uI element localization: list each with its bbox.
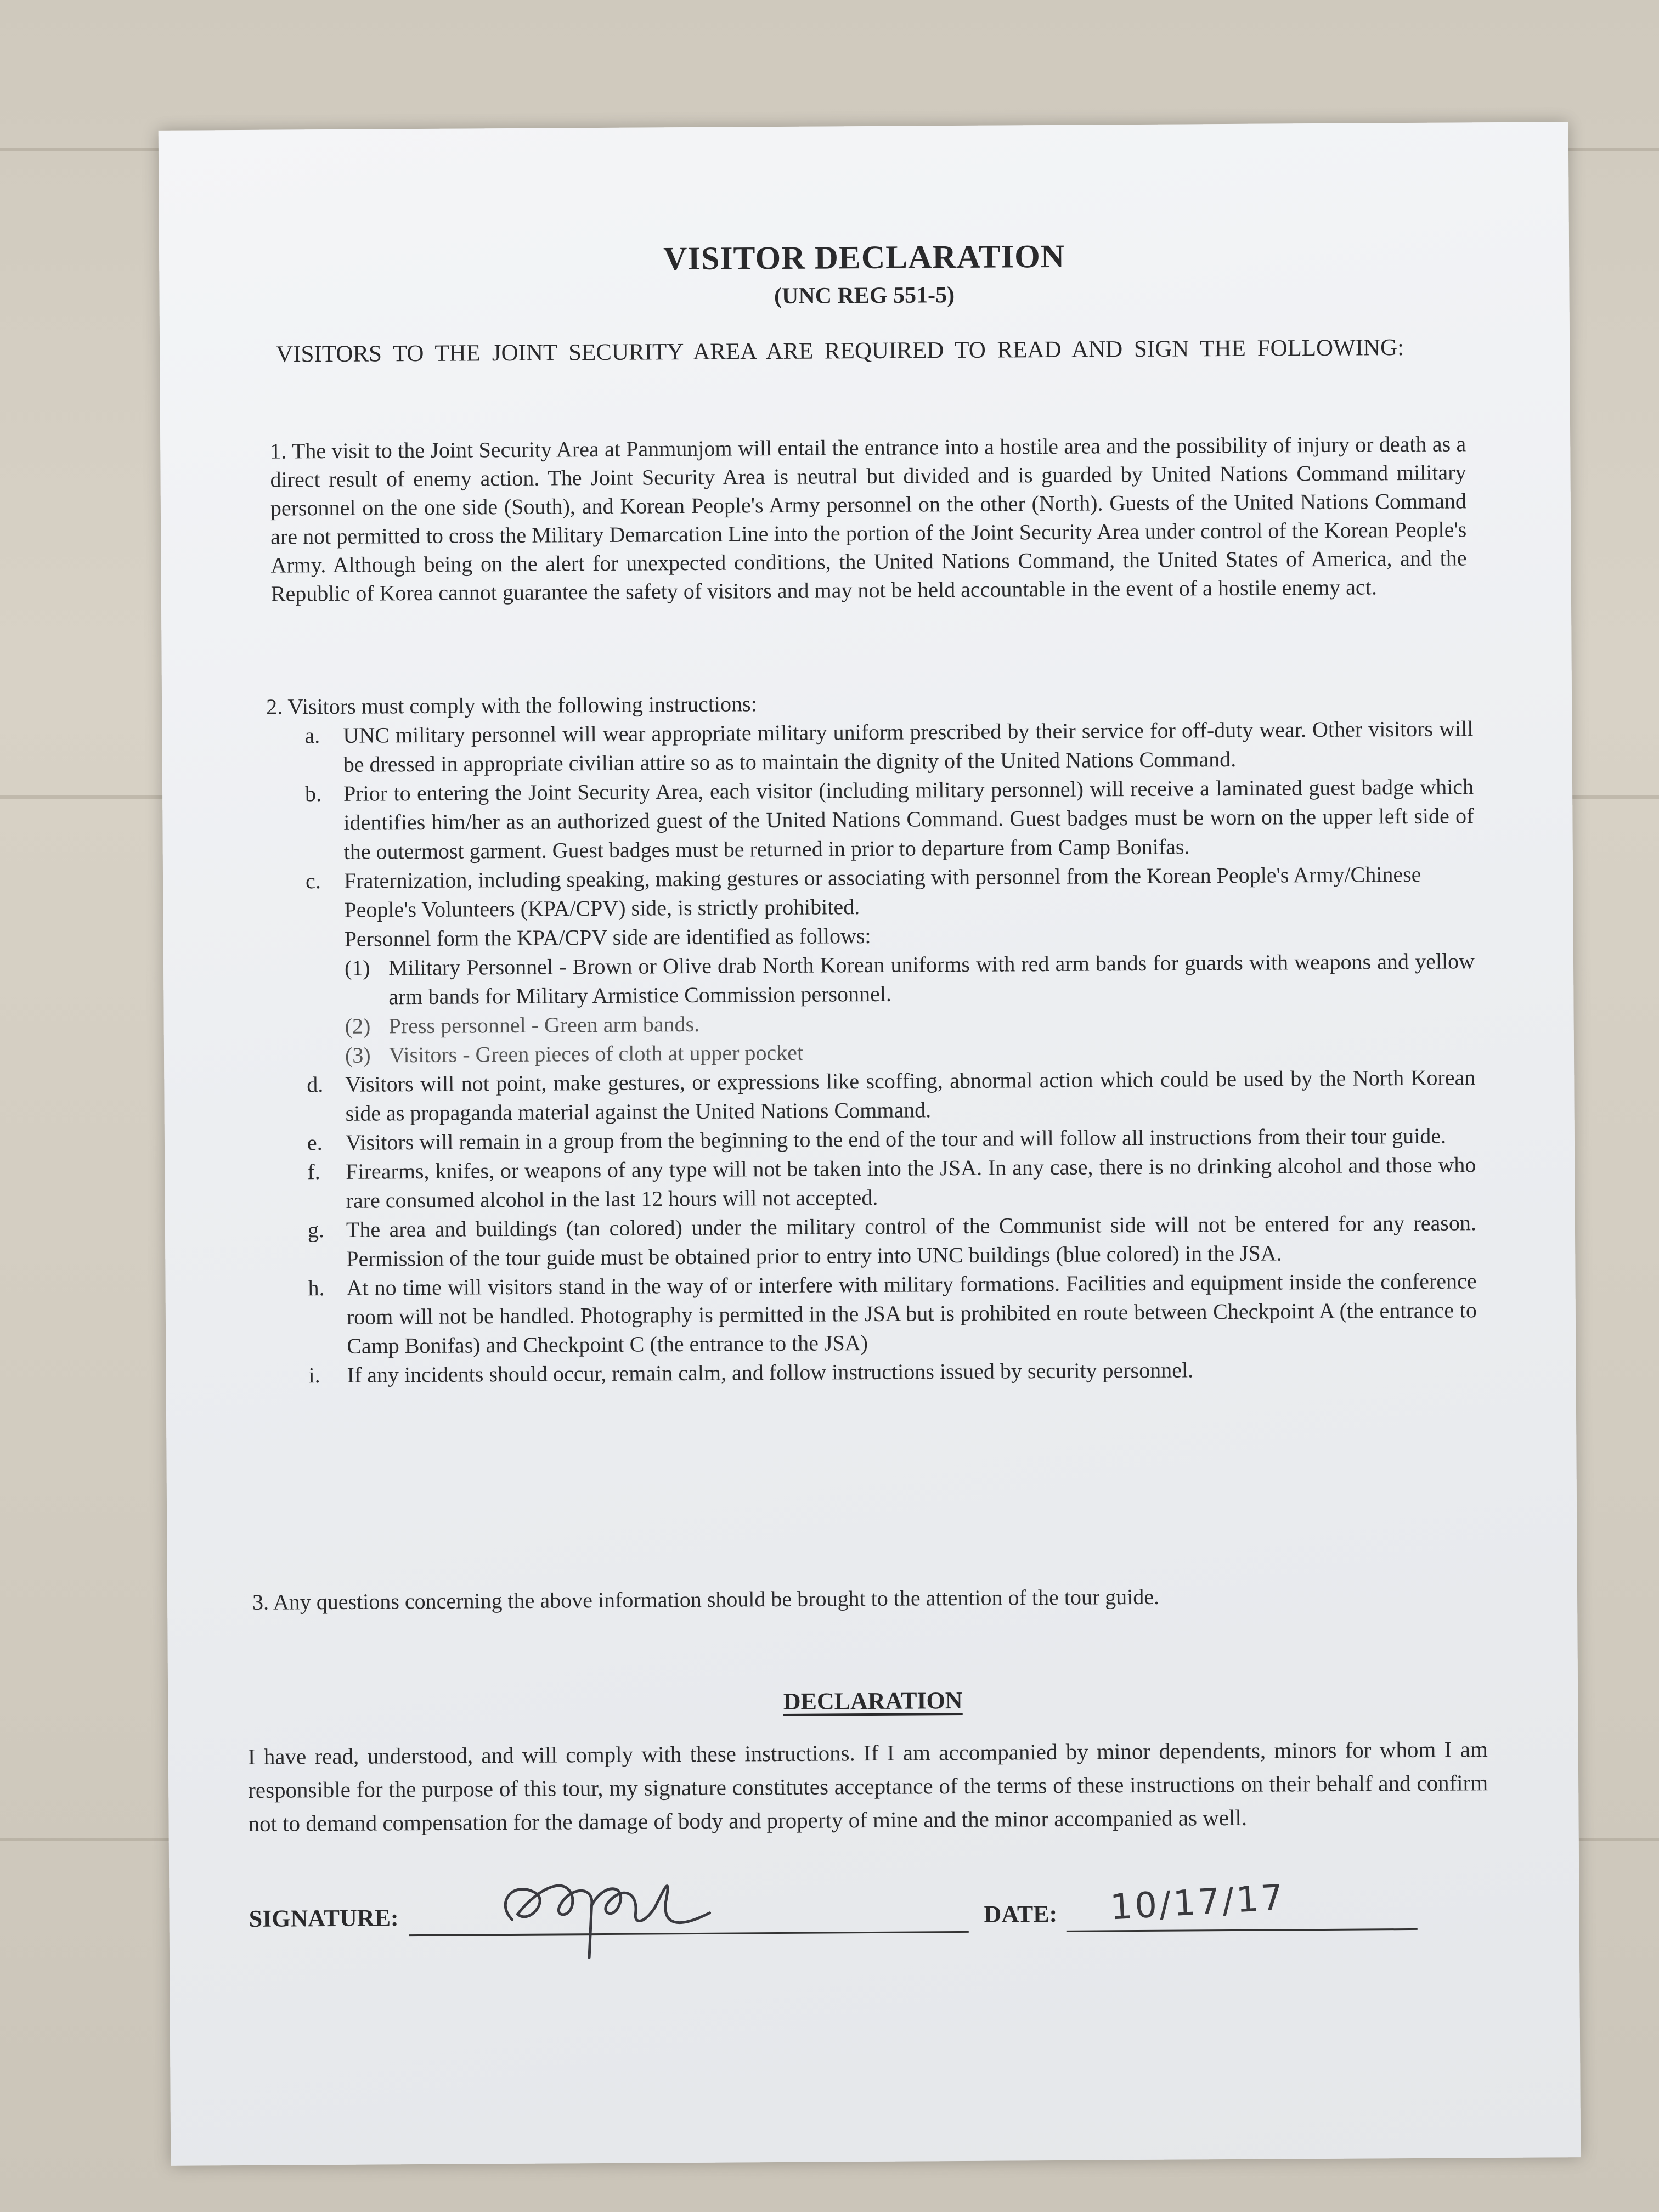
list-item [302,1150,1476,1215]
document-title: VISITOR DECLARATION [663,238,1065,277]
list-item [300,772,1474,866]
item-marker: b. [304,781,322,806]
item-marker: e. [307,1130,323,1155]
list-item [299,714,1474,779]
intro-text: VISITORS TO THE JOINT SECURITY AREA ARE REQUIRED TO READ AND SIGN THE FOLLOWING: [276,335,1404,368]
item-text: If any incidents should occur, remain calm, and follow instructions issued by security personnel. [347,1357,1194,1387]
sub-heading: Personnel form the KPA/CPV side are identified as follows: [344,923,871,951]
item-marker: (3) [345,1042,371,1068]
document-subtitle: (UNC REG 551-5) [774,283,955,309]
paragraph-1: 1. The visit to the Joint Security Area at Panmunjom will entail the entrance into a hostile area and the possibility of injury or death as a direct result of enemy action. The Joint Security Area is neutral but divided and is guarded by United Nations Command military personnel on the one side (South), and Korean People's Army personnel on the other (North). Guests of the United Nations Command are not permitted to cross the Military Demarcation Line into the portion of the Joint Security Area under control of the Korean People's Army. Although being on the alert for unexpected conditions, the United Nations Command, the United States of America, and the Republic of Korea cannot guarantee the safety of visitors and may not be held accountable in the event of a hostile enemy act. [270,431,1467,606]
sub-list-item [301,946,1475,1012]
item-marker: (2) [345,1013,371,1039]
list-item [302,1208,1477,1273]
item-text: Firearms, knifes, or weapons of any type will not be taken into the JSA. In any case, there is no drinking alcohol and those who rare consumed alcohol in the last 12 hours will not accepted. [346,1152,1476,1213]
date-label: DATE: [984,1900,1058,1928]
item-marker: h. [308,1276,325,1301]
instruction-list [299,714,1477,1390]
item-text: Press personnel - Green arm bands. [388,1011,700,1039]
item-marker: (1) [344,955,370,980]
item-text: The area and buildings (tan colored) under the military control of the Communist side will not be entered for any reason. Permission of the tour guide must be obtained prior to entry into UNC buildings (blue colored) in the JSA. [346,1210,1477,1271]
document-page [159,122,1581,2166]
handwritten-date: 10/17/17 [1109,1877,1286,1928]
signature-row [249,1877,1456,1943]
list-item [301,1063,1476,1128]
list-item [300,859,1475,924]
item-text: Military Personnel - Brown or Olive drab North Korean uniforms with red arm bands for guards with weapons and yellow arm bands for Military Armistice Commission personnel. [388,949,1475,1009]
handwritten-signature [490,1853,721,1964]
list-item [302,1266,1477,1361]
declaration-body: I have read, understood, and will comply with these instructions. If I am accompanied by minor dependents, minors for whom I am responsible for the purpose of this tour, my signature constitutes acceptance of the terms of these instructions on their behalf and confirm not to demand compensation for the damage of body and property of mine and the minor accompanied as well. [247,1736,1488,1836]
item-marker: g. [307,1217,325,1243]
item-text: Fraternization, including speaking, making gestures or associating with personnel from the Korean People's Army/Chinese People's Volunteers (KPA/CPV) side, is strictly prohibited. [343,861,1421,922]
date-line [1066,1928,1418,1932]
paragraph-2-heading: 2. Visitors must comply with the following instructions: [266,691,757,719]
paragraph-3: 3. Any questions concerning the above information should be brought to the attention of the tour guide. [252,1584,1160,1615]
signature-label: SIGNATURE: [249,1904,399,1932]
item-marker: c. [305,868,321,894]
item-text: Visitors - Green pieces of cloth at upper pocket [388,1040,804,1068]
item-marker: a. [304,723,320,748]
item-text: At no time will visitors stand in the way of or interfere with military formations. Facilities and equipment inside the conference room will not be handled. Photography is permitted in the JSA but is prohibited en route between Checkpoint A (the entrance to Camp Bonifas) and Checkpoint C (the entrance to the JSA) [346,1268,1477,1358]
item-marker: f. [307,1159,320,1184]
item-marker: i. [308,1363,320,1388]
declaration-heading: DECLARATION [783,1686,963,1715]
item-text: UNC military personnel will wear appropriate military uniform prescribed by their service for off-duty wear. Other visitors will be dressed in appropriate civilian attire so as to maintain the dignity of the United Nations Command. [343,716,1474,777]
item-text: Prior to entering the Joint Security Area, each visitor (including military personnel) will receive a laminated guest badge which identifies him/her as an authorized guest of the United Nations Command. Guest badges must be worn on the upper left side of the outermost garment. Guest badges must be returned in prior to departure from Camp Bonifas. [343,774,1474,864]
item-text: Visitors will not point, make gestures, or expressions like scoffing, abnormal action which could be used by the North Korean side as propaganda material against the United Nations Command. [345,1065,1476,1126]
item-marker: d. [307,1072,324,1097]
item-text: Visitors will remain in a group from the beginning to the end of the tour and will follow all instructions from their tour guide. [345,1123,1447,1155]
